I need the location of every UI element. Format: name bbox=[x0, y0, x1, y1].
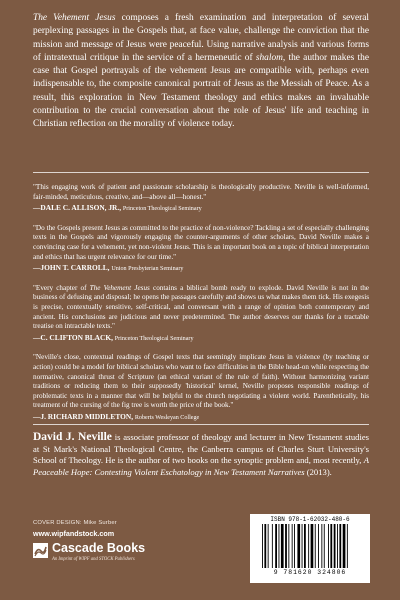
publisher-subtitle: An Imprint of WIPF and STOCK Publishers bbox=[52, 557, 135, 562]
author-name: David J. Neville bbox=[33, 431, 112, 443]
endorser-name: —JOHN T. CARROLL, bbox=[33, 263, 110, 273]
description-title: The Vehement Jesus bbox=[33, 13, 116, 23]
barcode-number: 9 781620 324806 bbox=[273, 569, 347, 576]
book-description bbox=[33, 12, 369, 132]
barcode-bar bbox=[337, 524, 338, 568]
barcode-bar bbox=[285, 524, 287, 568]
endorsement-black bbox=[33, 284, 369, 345]
barcode-bar bbox=[297, 524, 300, 568]
barcode-bar bbox=[302, 524, 303, 568]
barcode-bar bbox=[328, 524, 329, 568]
cover-design-credit: COVER DESIGN: Mike Surber bbox=[33, 520, 117, 526]
isbn-label: ISBN 978-1-62032-480-6 bbox=[270, 516, 350, 523]
bio-text: is associate professor of theology and lecturer in New Testament studies at St Mark's National Theological Centre, the Canberra campus of Charles Sturt University's School of Theology. He is the author of two books on the synoptic problem and, most recently, bbox=[33, 432, 370, 466]
barcode-bar bbox=[275, 524, 277, 568]
barcode-bar bbox=[311, 524, 314, 568]
barcode-bar bbox=[304, 524, 306, 568]
barcode-bar bbox=[288, 524, 289, 568]
endorsement-title: The Vehement Jesus bbox=[89, 283, 150, 292]
barcode-bar bbox=[321, 524, 322, 568]
endorsement-text-post: contains a biblical bomb ready to explode. David Neville is not in the business of defusing and disposal; he opens the passages carefully and shows us what makes them tick. His exegesis is precise, contextually sensitive, self-critical, and conversant with a range of opinion both contemporary and ancient. His conclusions are judicious and never predetermined. The author deserves our thanks for a tractable treatise on intractable texts." bbox=[33, 283, 369, 331]
barcode-graphic bbox=[260, 524, 360, 568]
barcode-bar bbox=[294, 524, 295, 568]
barcode-bar bbox=[334, 524, 336, 568]
barcode-bar bbox=[330, 524, 332, 568]
publisher-url: www.wipfandstock.com bbox=[33, 529, 115, 538]
publisher-logo bbox=[33, 541, 151, 571]
description-text-1: composes a fresh examination and interpretation of several perplexing passages in the Gospels that, at face value, challenge the conviction that the mission and message of Jesus were peaceful. Using narrative analysis and various forms of intratextual critique in the service of a hermeneutic of bbox=[33, 13, 369, 63]
description-text-2: , the author makes the case that Gospel portrayals of the vehement Jesus are compatible with, perhaps even indispensable to, the composite canonical portrait of Jesus as the Messiah of Peace. As a result, this exploration in New Testament theology and ethics makes an invaluable contribution to the crucial conversation about the role of Jesus' life and teaching in Christian reflection on the morality of violence today. bbox=[33, 52, 369, 130]
barcode-bar bbox=[292, 524, 293, 568]
publisher-name: Cascade Books bbox=[52, 541, 146, 555]
divider-bottom bbox=[33, 424, 369, 425]
cascade-logo-icon bbox=[33, 543, 48, 558]
endorser-affiliation: Roberts Wesleyan College bbox=[134, 414, 200, 421]
endorsement-carroll bbox=[33, 224, 369, 275]
endorser-name: —DALE C. ALLISON, JR., bbox=[33, 203, 122, 213]
barcode-bar bbox=[343, 524, 346, 568]
endorser-name: —C. CLIFTON BLACK, bbox=[33, 332, 113, 342]
endorser-affiliation: Union Presbyterian Seminary bbox=[111, 266, 184, 273]
endorsement-text: "This engaging work of patient and passionate scholarship is theologically productive. Neville is well-informed, fair-minded, meticulous, creative, and—above all—honest." bbox=[33, 183, 369, 201]
barcode-bar bbox=[262, 524, 263, 568]
barcode-bar bbox=[279, 524, 280, 568]
barcode-bar bbox=[324, 524, 325, 568]
endorsement-text: "Neville's close, contextual readings of Gospel texts that seemingly implicate Jesus in violence (by teaching or action) could be a model for biblical scholars who want to face difficulties in the Bible head-on while respecting the normative, canonical thrust of Scripture (an ethical variant of the rule of faith). Without harmonizing variant traditions or reducing them to their supposedly 'historical' kernel, Neville proposes responsible readings of problematic texts in a manner that will be helpful to the church negotiating a violent world. Parenthetically, his treatment of the cursing of the fig tree is worth the price of the book." bbox=[33, 353, 369, 410]
divider-top bbox=[33, 172, 369, 173]
barcode-bar bbox=[339, 524, 341, 568]
bio-book-title: A Peaceable Hope: Contesting Violent Eschatology in New Testament Narratives bbox=[33, 455, 369, 477]
barcode-bar bbox=[272, 524, 273, 568]
barcode-bar bbox=[315, 524, 316, 568]
barcode-block bbox=[250, 514, 370, 583]
endorsement-allison bbox=[33, 183, 369, 215]
endorsement-middleton bbox=[33, 353, 369, 423]
barcode-bar bbox=[347, 524, 348, 568]
barcode-bar bbox=[268, 524, 269, 568]
description-shalom: shalom bbox=[255, 52, 283, 63]
endorsement-text-pre: "Every chapter of bbox=[33, 283, 90, 292]
endorsement-text: "Do the Gospels present Jesus as committed to the practice of non-violence? Tackling a set of especially challenging texts in the Gospels and vigorously engaging the counter-arguments of other scholars, David Neville makes a convincing case for a vehement, yet non-violent Jesus. This is an important book on a topic of biblical interpretation and ethics that has urgent relevance for our time." bbox=[33, 223, 369, 261]
endorser-affiliation: Princeton Theological Seminary bbox=[122, 206, 202, 213]
endorsements bbox=[33, 183, 369, 432]
barcode-bar bbox=[308, 524, 309, 568]
bio-text-end: (2013). bbox=[304, 466, 332, 477]
author-bio bbox=[33, 432, 369, 478]
barcode-bar bbox=[281, 524, 284, 568]
endorser-name: —J. RICHARD MIDDLETON, bbox=[33, 411, 134, 421]
barcode-bar bbox=[264, 524, 266, 568]
endorser-affiliation: Princeton Theological Seminary bbox=[114, 335, 194, 342]
barcode-bar bbox=[318, 524, 319, 568]
